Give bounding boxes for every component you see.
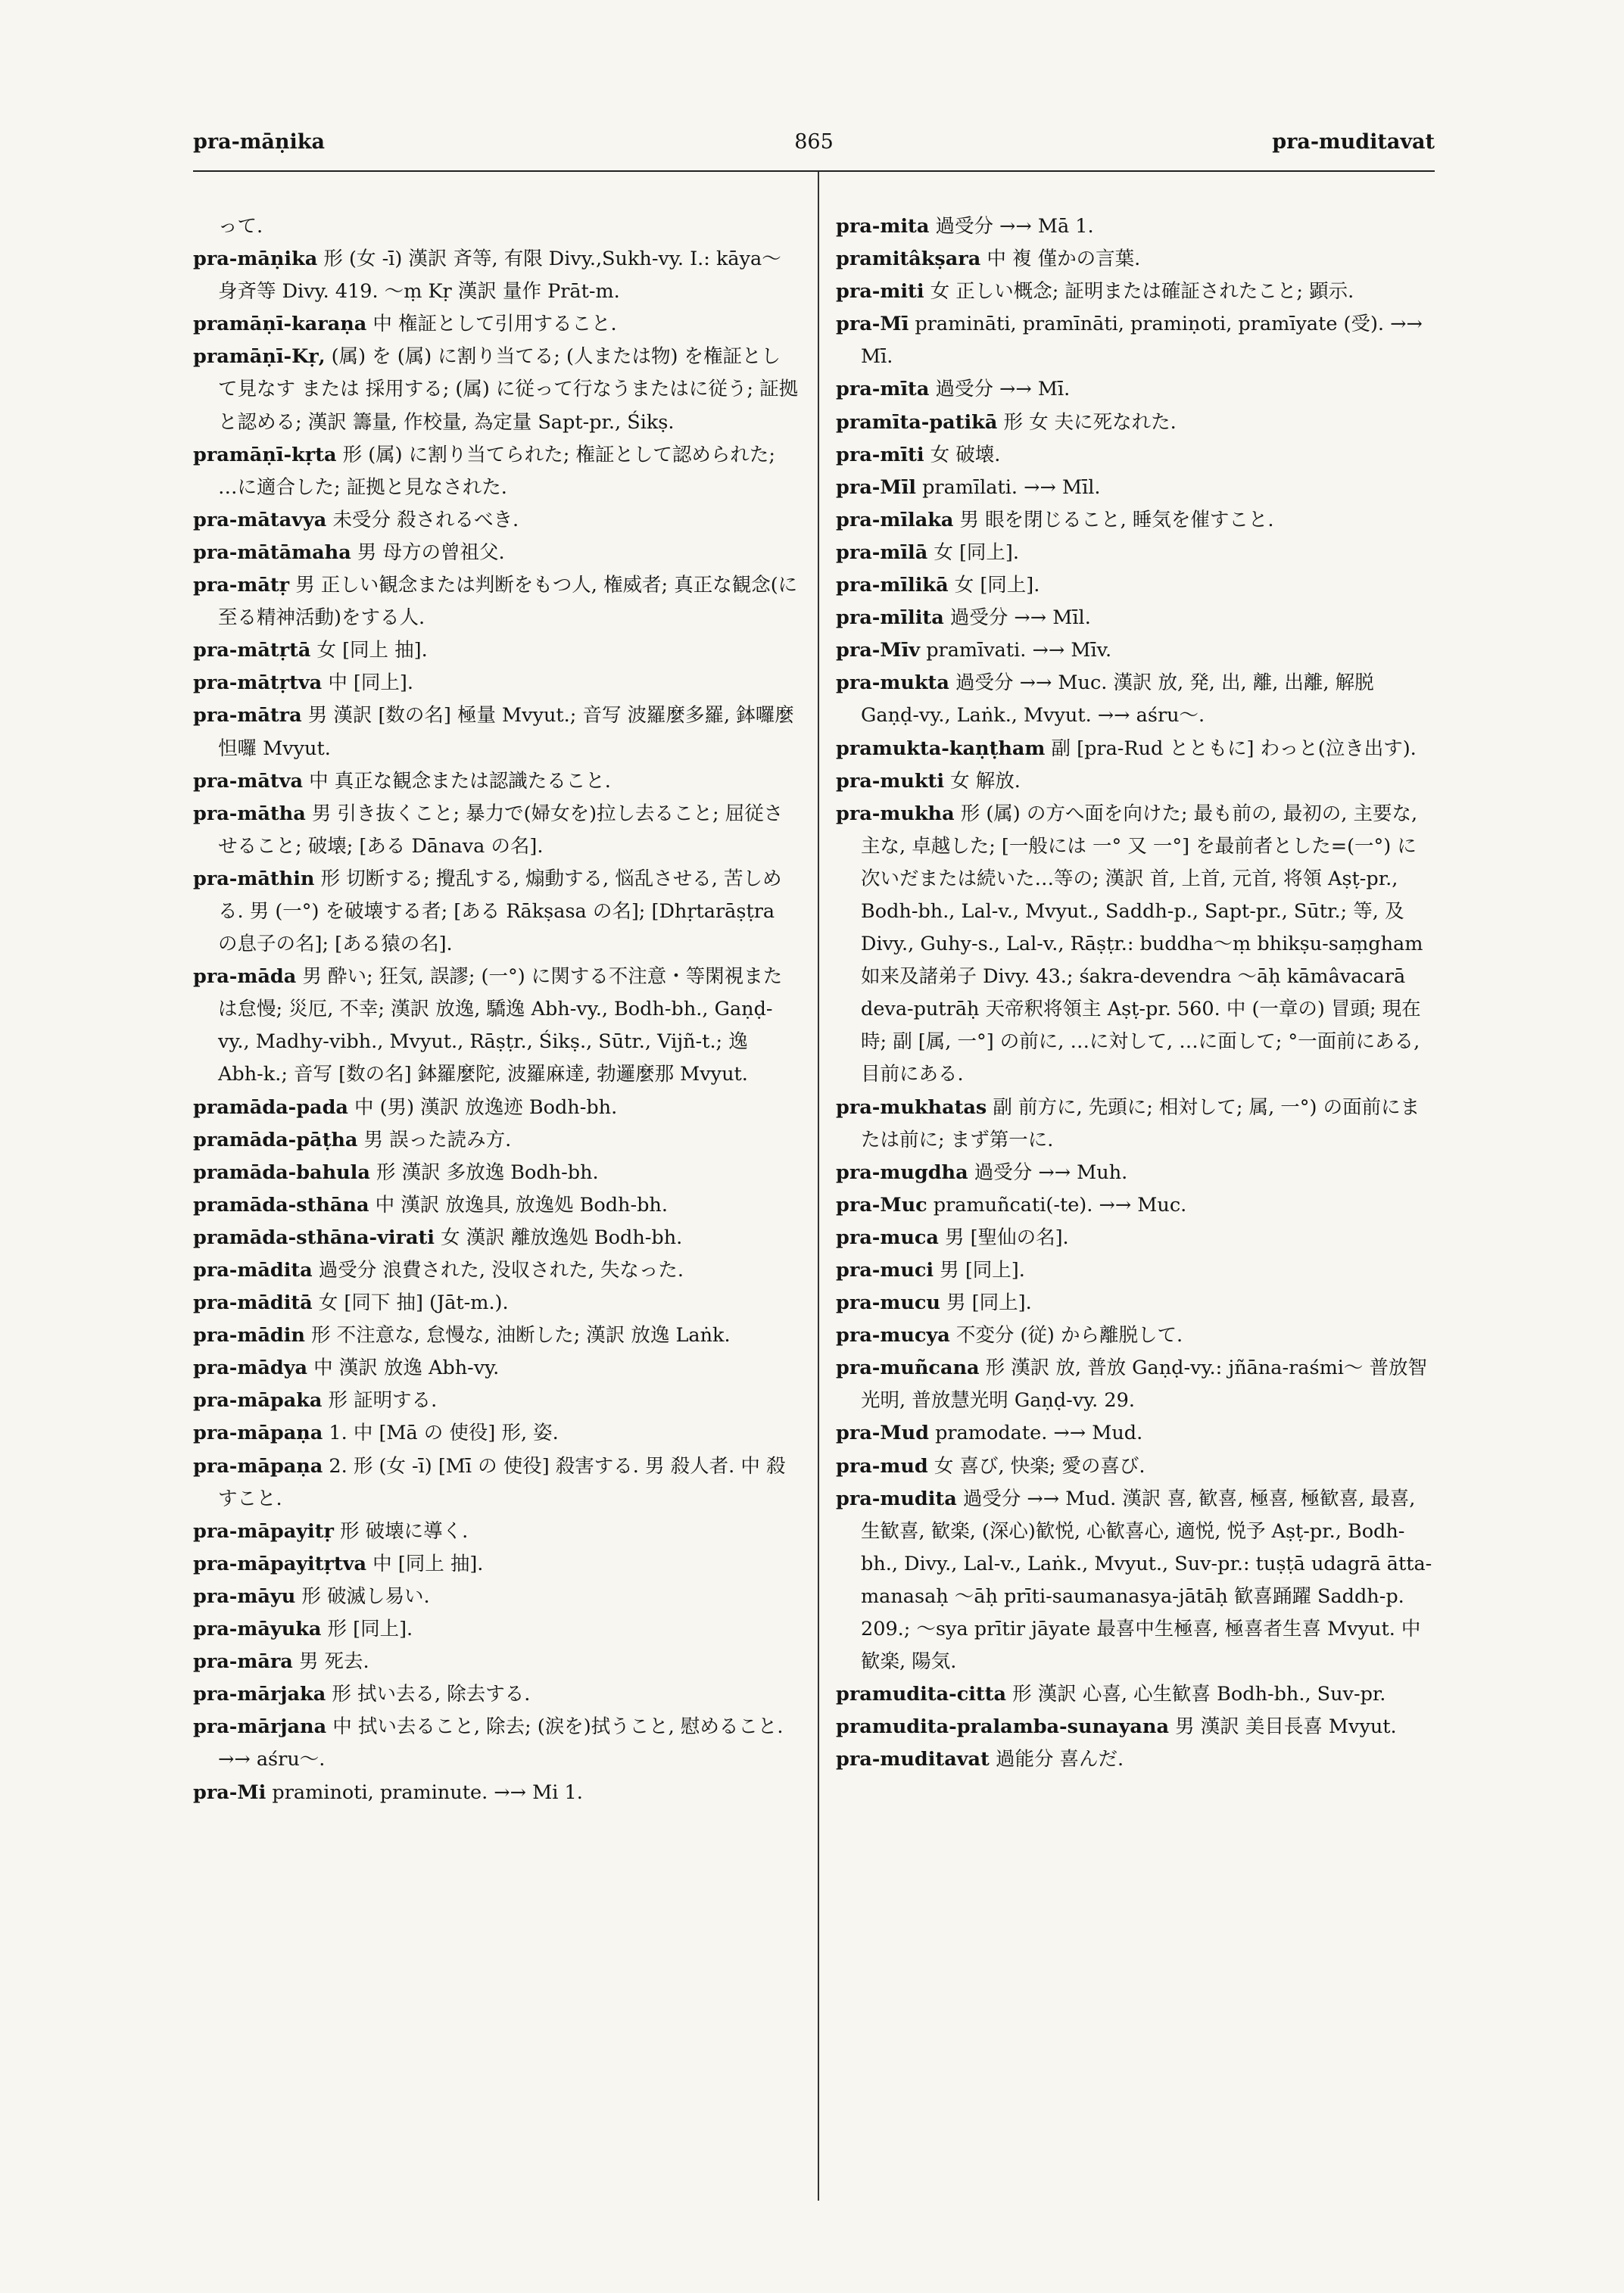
- dictionary-entry: [836, 765, 1435, 798]
- dictionary-entry: [193, 1613, 799, 1646]
- entry-headword: pra-miti: [836, 280, 924, 304]
- entry-definition: 男 酔い; 狂気, 誤謬; (一°) に関する不注意・等閑視または怠慢; 災厄, 不幸; 漢訳 放逸, 驕逸 Abh-vy., Bodh-bh., Gaṇḍ-vy., Madhy-vibh., Mvyut., Rāṣṭr., Śikṣ., Sūtr., Vijñ-t.; 逸 Abh-k.; 音写 [数の名] 鉢羅麼陀, 波羅麻達, 勃邏麼那 Mvyut.: [218, 965, 783, 1086]
- dictionary-entry: [836, 407, 1435, 439]
- entry-headword: pramāda-pada: [193, 1095, 348, 1119]
- dictionary-entry: [193, 1092, 799, 1124]
- entry-headword: pra-muditavat: [836, 1748, 990, 1771]
- entry-headword: pra-mucu: [836, 1291, 940, 1315]
- left-column: [193, 210, 799, 1809]
- entry-headword: pramāda-sthāna-virati: [193, 1226, 435, 1249]
- dictionary-entry: [193, 1417, 799, 1450]
- entry-definition: 過受分 →→ Muh.: [968, 1161, 1128, 1184]
- entry-definition: 女 [同上].: [948, 574, 1040, 597]
- entry-definition: 形 (属) に割り当てられた; 権証として認められた; …に適合した; 証拠と見なされた.: [218, 443, 776, 499]
- entry-definition: 男 [同上].: [940, 1291, 1032, 1315]
- dictionary-entry: [836, 1254, 1435, 1287]
- entry-definition: 女 解放.: [944, 769, 1021, 793]
- entry-definition: 未受分 殺されるべき.: [326, 508, 519, 531]
- page-header: [193, 130, 1435, 160]
- entry-definition: 中 権証として引用すること.: [366, 313, 617, 336]
- entry-headword: pra-māthin: [193, 867, 315, 890]
- right-column: [836, 210, 1435, 1777]
- entry-headword: pra-mātṛ: [193, 574, 290, 597]
- entry-headword: pramāṇī-kṛta: [193, 443, 337, 466]
- dictionary-entry: [193, 961, 799, 1091]
- entry-definition: 形 切断する; 攪乱する, 煽動する, 悩乱させる, 苦しめる. 男 (一°) を破壊する者; [ある Rākṣasa の名]; [Dhṛtarāṣṭra の息子の名]; [ある猿の名].: [218, 867, 782, 956]
- entry-headword: pra-mīlaka: [836, 508, 954, 531]
- dictionary-entry: [836, 504, 1435, 537]
- entry-headword: pra-mārjana: [193, 1715, 327, 1739]
- entry-headword: pra-Mud: [836, 1422, 929, 1445]
- entry-headword: pra-māra: [193, 1650, 293, 1674]
- entry-headword: pra-mīlita: [836, 606, 944, 630]
- dictionary-entry: [193, 1548, 799, 1581]
- entry-headword: pra-mātavya: [193, 508, 327, 531]
- entry-headword: pra-māda: [193, 965, 297, 989]
- entry-definition: 男 正しい観念または判断をもつ人, 権威者; 真正な観念(に至る精神活動)をする人.: [218, 574, 798, 630]
- entry-headword: pra-mucya: [836, 1324, 950, 1347]
- entry-headword: pra-Mī: [836, 313, 909, 336]
- entry-headword: pra-mīti: [836, 443, 924, 466]
- entry-headword: pra-mātha: [193, 802, 306, 825]
- entry-definition: (属) を (属) に割り当てる; (人または物) を権証として見なす または 採用する; (属) に従って行なうまたはに従う; 証拠と認める; 漢訳 籌量, 作校量, 為定量 Sapt-pr., Śikṣ.: [218, 345, 799, 434]
- entry-definition: 男 引き抜くこと; 暴力で(婦女を)拉し去ること; 屈従させること; 破壊; [ある Dānava の名].: [218, 802, 784, 858]
- dictionary-entry: [193, 210, 799, 243]
- dictionary-entry: [193, 308, 799, 341]
- entry-headword: pra-māditā: [193, 1291, 313, 1315]
- dictionary-entry: [836, 537, 1435, 569]
- dictionary-entry: [193, 765, 799, 798]
- entry-headword: pra-mukha: [836, 802, 955, 825]
- entry-definition: 女 [同上 抽].: [310, 639, 428, 662]
- dictionary-entry: [193, 1450, 799, 1516]
- dictionary-entry: [193, 1189, 799, 1222]
- entry-definition: 過能分 喜んだ.: [989, 1748, 1124, 1771]
- entry-headword: pra-mukta: [836, 671, 949, 695]
- entry-definition: 男 誤った読み方.: [357, 1128, 512, 1151]
- entry-headword: pra-mīlikā: [836, 574, 949, 597]
- dictionary-entry: [193, 634, 799, 667]
- entry-definition: 中 (男) 漢訳 放逸迹 Bodh-bh.: [348, 1095, 618, 1119]
- dictionary-entry: [193, 1124, 799, 1157]
- entry-definition: 形 (女 -ī) 漢訳 斉等, 有限 Divy.,Sukh-vy. I.: kāya～ 身斉等 Divy. 419. ～ṃ Kṛ 漢訳 量作 Prāt-m.: [218, 248, 781, 304]
- entry-definition: 男 [同上].: [934, 1259, 1025, 1282]
- dictionary-entry: [193, 1222, 799, 1254]
- entry-definition: 過受分 →→ Muc. 漢訳 放, 発, 出, 離, 出離, 解脱 Gaṇḍ-vy., Laṅk., Mvyut. →→ aśru～.: [861, 671, 1374, 727]
- entry-definition: 女 [同上].: [927, 541, 1019, 564]
- entry-definition: 形 女 夫に死なれた.: [997, 410, 1177, 434]
- dictionary-entry: [836, 243, 1435, 276]
- dictionary-entry: [193, 1319, 799, 1352]
- entry-definition: 女 正しい概念; 証明または確証されたこと; 顕示.: [924, 280, 1354, 304]
- entry-headword: pra-Muc: [836, 1193, 927, 1217]
- dictionary-entry: [193, 1646, 799, 1678]
- entry-headword: pra-Mīv: [836, 639, 921, 662]
- entry-headword: pra-muci: [836, 1259, 934, 1282]
- dictionary-entry: [193, 504, 799, 537]
- entry-headword: pra-mita: [836, 215, 930, 238]
- entry-definition: 副 前方に, 先頭に; 相対して; 属, 一°) の面前にまたは前に; まず第一に.: [861, 1095, 1420, 1151]
- entry-definition: 形 破滅し易い.: [295, 1584, 430, 1608]
- dictionary-entry: [836, 1319, 1435, 1352]
- entry-definition: 女 破壊.: [924, 443, 1001, 466]
- dictionary-entry: [836, 1189, 1435, 1222]
- entry-definition: 男 死去.: [292, 1650, 369, 1674]
- entry-definition: 過受分 →→ Mud. 漢訳 喜, 歓喜, 極喜, 極歓喜, 最喜, 生歓喜, 歓楽, (深心)歓悦, 心歓喜心, 適悦, 悦予 Aṣṭ-pr., Bodh-bh., Divy., Lal-v., Laṅk., Mvyut., Suv-pr.: tuṣṭā udagrā ātta-manasaḥ ～āḥ prīti-saumanasya-jātāḥ 歓喜踊躍 Saddh-p. 209.; ～sya prītir jāyate 最喜中生極喜, 極喜者生喜 Mvyut. 中 歓楽, 陽気.: [861, 1487, 1432, 1674]
- entry-definition: pramīlati. →→ Mīl.: [915, 475, 1101, 499]
- entry-headword: pra-mīta: [836, 378, 930, 401]
- entry-definition: 過受分 浪費された, 没収された, 失なった.: [312, 1259, 684, 1282]
- entry-definition: 形 漢訳 多放逸 Bodh-bh.: [369, 1161, 599, 1184]
- entry-headword: pra-Mīl: [836, 475, 916, 499]
- entry-headword: pra-mādya: [193, 1357, 308, 1380]
- entry-headword: pra-mudita: [836, 1487, 957, 1510]
- dictionary-entry: [836, 373, 1435, 406]
- dictionary-entry: [836, 472, 1435, 504]
- dictionary-entry: [193, 243, 799, 308]
- entry-definition: 過受分 →→ Mīl.: [943, 606, 1091, 630]
- dictionary-entry: [836, 1287, 1435, 1319]
- dictionary-entry: [193, 667, 799, 699]
- dictionary-entry: [193, 1777, 799, 1809]
- entry-definition: 男 漢訳 [数の名] 極量 Mvyut.; 音写 波羅麼多羅, 鉢囉麼怛囉 Mvyut.: [218, 704, 794, 760]
- entry-headword: pra-māṇika: [193, 248, 318, 271]
- entry-definition: 形 (属) の方へ面を向けた; 最も前の, 最初の, 主要な, 主な, 卓越した; [一般には 一° 又 一°] を最前者とした=(一°) に次いだまたは続いた…等の; 漢訳 首, 上首, 元首, 将領 Aṣṭ-pr., Bodh-bh., Lal-v., Mvyut., Saddh-p., Sapt-pr., Sūtr.; 等, 及 Divy., Guhy-s., Lal-v., Rāṣṭr.: buddha～ṃ bhikṣu-saṃgham 如来及諸弟子 Divy. 43.; śakra-devendra ～āḥ kāmâvacarā deva-putrāḥ 天帝釈将領主 Aṣṭ-pr. 560. 中 (一章の) 冒頭; 現在時; 副 [属, 一°] の前に, …に対して, …に面して; °一面前にある, 目前にある.: [861, 802, 1423, 1086]
- dictionary-entry: [836, 569, 1435, 602]
- dictionary-entry: [836, 1352, 1435, 1417]
- dictionary-entry: [836, 1222, 1435, 1254]
- entry-headword: pramāṇī-karaṇa: [193, 313, 367, 336]
- dictionary-entry: [193, 537, 799, 569]
- dictionary-entry: [836, 798, 1435, 1092]
- entry-definition: 形 [同上].: [321, 1618, 413, 1641]
- entry-headword: pramāda-pāṭha: [193, 1128, 358, 1151]
- entry-definition: 女 喜び, 快楽; 愛の喜び.: [927, 1454, 1146, 1478]
- entry-definition: 中 複 僅かの言葉.: [980, 248, 1141, 271]
- entry-definition: 男 母方の曾祖父.: [351, 541, 505, 564]
- entry-definition: 男 漢訳 美目長喜 Mvyut.: [1169, 1715, 1397, 1739]
- dictionary-entry: [836, 1450, 1435, 1483]
- entry-headword: pra-mātāmaha: [193, 541, 351, 564]
- dictionary-entry: [836, 210, 1435, 243]
- entry-headword: pra-māyu: [193, 1584, 296, 1608]
- entry-definition: 中 拭い去ること, 除去; (涙を)拭うこと, 慰めること. →→ aśru～.: [218, 1715, 784, 1771]
- entry-headword: pramāda-sthāna: [193, 1193, 369, 1217]
- dictionary-entry: [193, 341, 799, 438]
- entry-headword: pra-mātva: [193, 769, 303, 793]
- entry-definition: 形 漢訳 放, 普放 Gaṇḍ-vy.: jñāna-raśmi～ 普放智光明, 普放慧光明 Gaṇḍ-vy. 29.: [861, 1357, 1428, 1413]
- entry-definition: 副 [pra-Rud とともに] わっと(泣き出す).: [1045, 737, 1417, 760]
- entry-headword: pra-māpaka: [193, 1389, 323, 1413]
- entry-headword: pra-māpaṇa: [193, 1454, 323, 1478]
- entry-headword: pramudita-pralamba-sunayana: [836, 1715, 1169, 1739]
- entry-definition: 女 [同下 抽] (Jāt-m.).: [312, 1291, 509, 1315]
- dictionary-entry: [193, 863, 799, 961]
- entry-definition: pramināti, pramīnāti, pramiṇoti, pramīyate (受). →→ Mī.: [861, 313, 1423, 369]
- entry-headword: pra-mud: [836, 1454, 928, 1478]
- dictionary-entry: [193, 798, 799, 863]
- entry-definition: 過受分 →→ Mā 1.: [929, 215, 1094, 238]
- entry-definition: 不変分 (従) から離脱して.: [949, 1324, 1183, 1347]
- dictionary-entry: [193, 1581, 799, 1613]
- entry-headword: pra-māpaṇa: [193, 1422, 323, 1445]
- entry-definition: 形 不注意な, 怠慢な, 油断した; 漢訳 放逸 Laṅk.: [304, 1324, 731, 1347]
- entry-definition: 形 証明する.: [322, 1389, 438, 1413]
- entry-headword: pra-mātra: [193, 704, 302, 727]
- entry-headword: pra-mādin: [193, 1324, 305, 1347]
- header-rule: [193, 170, 1435, 172]
- dictionary-entry: [193, 1711, 799, 1776]
- entry-definition: praminoti, praminute. →→ Mi 1.: [266, 1781, 583, 1804]
- column-divider: [818, 172, 819, 2201]
- entry-definition: pramīvati. →→ Mīv.: [920, 639, 1112, 662]
- entry-headword: pra-mugdha: [836, 1161, 968, 1184]
- entry-headword: pra-mādita: [193, 1259, 313, 1282]
- dictionary-entry: [193, 1516, 799, 1548]
- entry-definition: 女 漢訳 離放逸処 Bodh-bh.: [435, 1226, 683, 1249]
- dictionary-entry: [193, 1287, 799, 1319]
- entry-definition: 形 破壊に導く.: [333, 1519, 469, 1543]
- dictionary-entry: [836, 308, 1435, 373]
- entry-headword: pra-muñcana: [836, 1357, 980, 1380]
- entry-definition: 過受分 →→ Mī.: [929, 378, 1071, 401]
- entry-definition: 形 漢訳 心喜, 心生歓喜 Bodh-bh., Suv-pr.: [1006, 1683, 1386, 1706]
- header-left-guideword: pra-māṇika: [193, 130, 325, 154]
- dictionary-entry: [836, 276, 1435, 308]
- dictionary-entry: [836, 1092, 1435, 1157]
- entry-headword: pra-mārjaka: [193, 1683, 326, 1706]
- entry-headword: pra-māpayitṛtva: [193, 1552, 367, 1575]
- entry-headword: pra-mātṛtva: [193, 671, 323, 695]
- entry-headword: pra-māyuka: [193, 1618, 322, 1641]
- entry-definition: 2. 形 (女 -ī) [Mī の 使役] 殺害する. 男 殺人者. 中 殺すこと.: [218, 1454, 786, 1510]
- entry-headword: pramitâkṣara: [836, 248, 981, 271]
- entry-headword: pra-māpayitṛ: [193, 1519, 334, 1543]
- entry-definition: 男 [聖仙の名].: [938, 1226, 1069, 1249]
- entry-definition: 中 [同上 抽].: [366, 1552, 484, 1575]
- dictionary-entry: [836, 634, 1435, 667]
- dictionary-entry: [836, 1157, 1435, 1189]
- entry-headword: pra-Mi: [193, 1781, 267, 1804]
- header-right-guideword: pra-muditavat: [1272, 130, 1435, 154]
- entry-headword: pramāṇī-Kṛ,: [193, 345, 326, 369]
- entry-definition: 中 漢訳 放逸 Abh-vy.: [307, 1357, 500, 1380]
- dictionary-entry: [193, 1157, 799, 1189]
- dictionary-entry: [836, 1743, 1435, 1776]
- dictionary-entry: [836, 1417, 1435, 1450]
- dictionary-entry: [836, 1483, 1435, 1679]
- dictionary-entry: [836, 1711, 1435, 1743]
- entry-headword: pra-mukti: [836, 769, 945, 793]
- entry-definition: 中 [同上].: [322, 671, 413, 695]
- dictionary-entry: [193, 1352, 799, 1385]
- entry-definition: って.: [218, 215, 263, 238]
- dictionary-entry: [193, 1385, 799, 1417]
- entry-definition: 中 真正な観念または認識たること.: [303, 769, 611, 793]
- entry-headword: pramīta-patikā: [836, 410, 998, 434]
- entry-definition: pramuñcati(-te). →→ Muc.: [927, 1193, 1187, 1217]
- dictionary-entry: [193, 1254, 799, 1287]
- entry-headword: pra-muca: [836, 1226, 939, 1249]
- entry-definition: 男 眼を閉じること, 睡気を催すこと.: [953, 508, 1274, 531]
- dictionary-entry: [193, 1678, 799, 1711]
- dictionary-entry: [836, 733, 1435, 765]
- dictionary-entry: [193, 439, 799, 504]
- entry-headword: pra-mukhatas: [836, 1095, 987, 1119]
- entry-headword: pra-mīlā: [836, 541, 928, 564]
- entry-headword: pramāda-bahula: [193, 1161, 370, 1184]
- dictionary-entry: [836, 602, 1435, 634]
- page-number: 865: [794, 130, 834, 154]
- dictionary-entry: [193, 569, 799, 634]
- entry-definition: 1. 中 [Mā の 使役] 形, 姿.: [323, 1422, 559, 1445]
- entry-definition: 形 拭い去る, 除去する.: [326, 1683, 531, 1706]
- dictionary-entry: [836, 1678, 1435, 1711]
- entry-definition: 中 漢訳 放逸具, 放逸処 Bodh-bh.: [369, 1193, 668, 1217]
- entry-definition: pramodate. →→ Mud.: [928, 1422, 1143, 1445]
- dictionary-entry: [836, 439, 1435, 472]
- entry-headword: pramukta-kaṇṭham: [836, 737, 1046, 760]
- entry-headword: pra-mātṛtā: [193, 639, 311, 662]
- entry-headword: pramudita-citta: [836, 1683, 1007, 1706]
- dictionary-entry: [193, 699, 799, 765]
- dictionary-entry: [836, 667, 1435, 732]
